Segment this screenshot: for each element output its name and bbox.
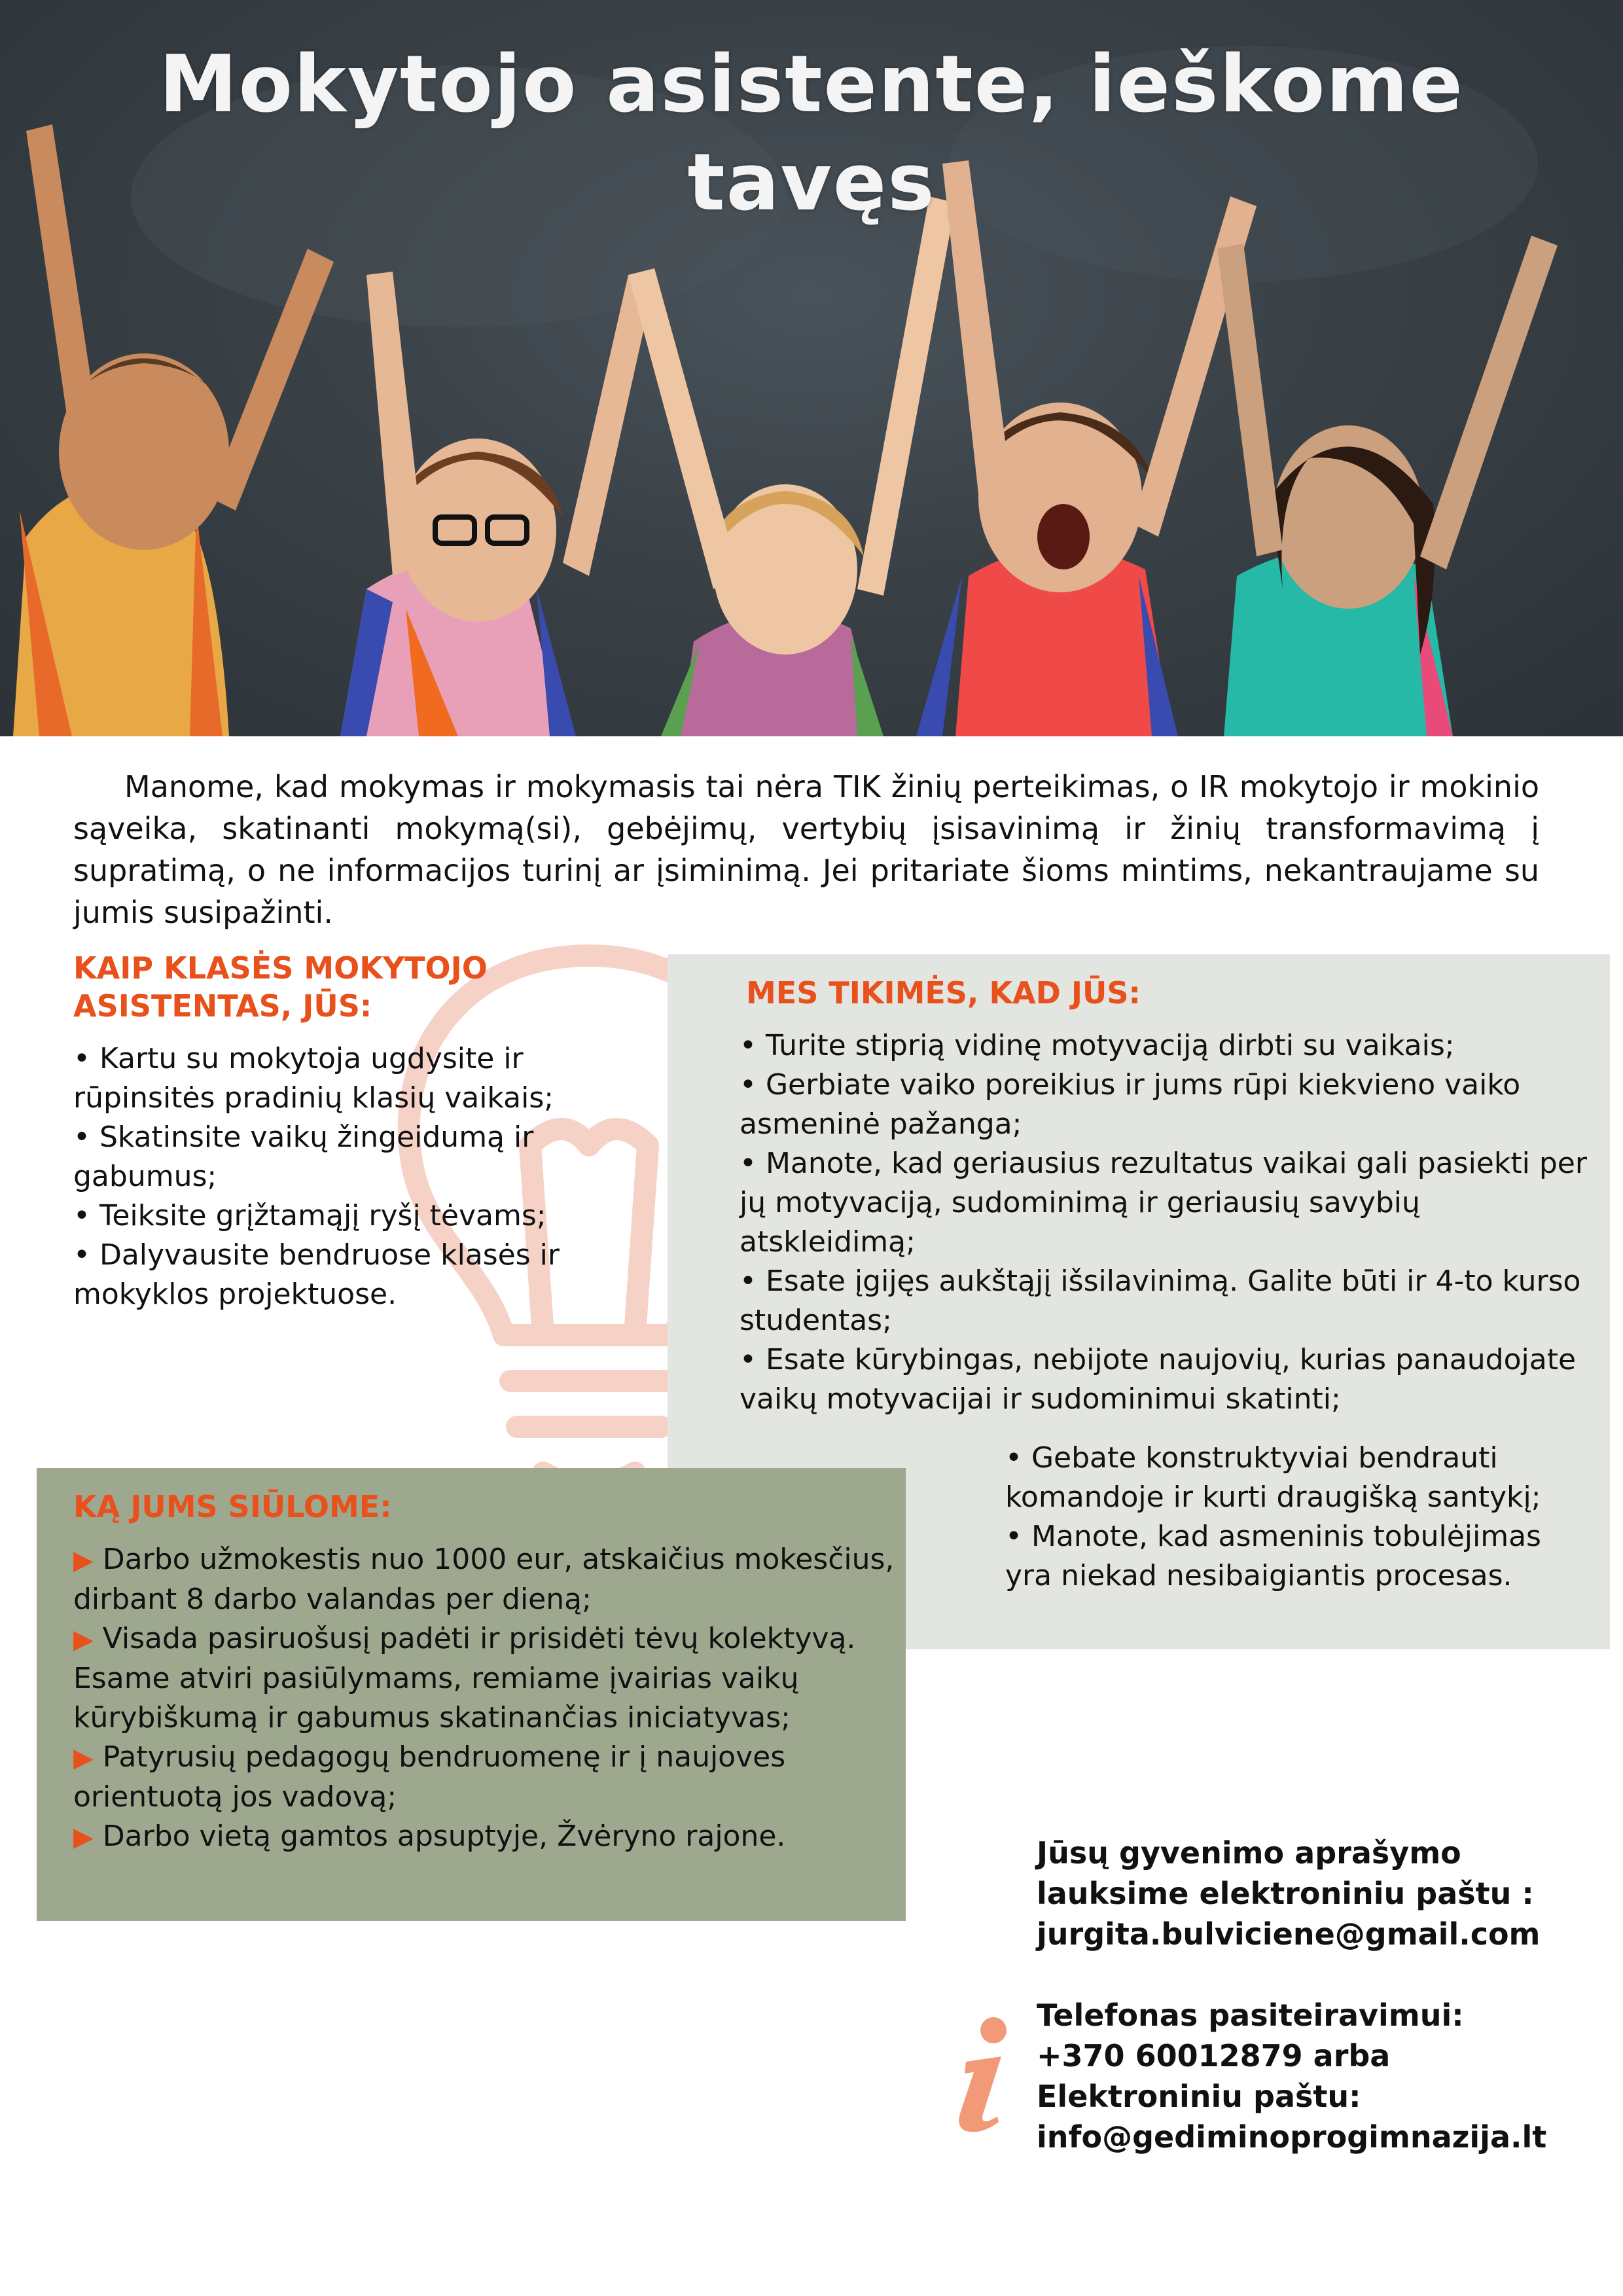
triangle-bullet-icon: ▶	[73, 1743, 94, 1773]
contact-info	[1037, 1833, 1599, 2157]
list-item: • Esate kūrybingas, nebijote naujovių, kurias panaudojate vaikų motyvacijai ir sudominimui skatinti;	[740, 1343, 1577, 1416]
list-item: • Kartu su mokytoja ugdysite ir rūpinsitės pradinių klasių vaikais;	[73, 1042, 554, 1115]
offer-panel	[37, 1468, 906, 1921]
contact-email-link[interactable]: jurgita.bulviciene@gmail.com	[1037, 1916, 1541, 1952]
contact-phone-label: Telefonas pasiteiravimui:	[1037, 1998, 1464, 2033]
contact-cv-label-2: lauksime elektroniniu paštu :	[1037, 1876, 1534, 1911]
offer-heading: KĄ JUMS SIŪLOME:	[73, 1489, 392, 1524]
list-item: • Manote, kad geriausius rezultatus vaikai gali pasiekti per jų motyvaciją, sudominimą ir geriausių savybių atskleidimą;	[740, 1147, 1587, 1259]
list-item: • Gerbiate vaiko poreikius ir jums rūpi kiekvieno vaiko asmeninė pažanga;	[740, 1068, 1521, 1141]
list-item: • Esate įgijęs aukštąjį išsilavinimą. Galite būti ir 4-to kurso studentas;	[740, 1265, 1581, 1337]
info-icon	[942, 2016, 1021, 2134]
hero-photo	[0, 0, 1623, 736]
list-item: • Skatinsite vaikų žingeidumą ir gabumus;	[73, 1121, 534, 1193]
list-item: ▶ Visada pasiruošusį padėti ir prisidėti tėvų kolektyvą. Esame atviri pasiūlymams, remiame įvairias vaikų kūrybiškumą ir gabumus skatinančias iniciatyvas;	[73, 1622, 856, 1734]
list-item: ▶ Patyrusių pedagogų bendruomenę ir į naujoves orientuotą jos vadovą;	[73, 1740, 786, 1814]
contact-cv-label: Jūsų gyvenimo aprašymo	[1037, 1835, 1461, 1871]
list-item: • Manote, kad asmeninis tobulėjimas yra niekad nesibaigiantis procesas.	[1005, 1520, 1541, 1592]
hero-title-line2: tavęs	[687, 137, 936, 228]
assistant-duties-section	[73, 949, 610, 1314]
list-item: • Teiksite grįžtamąjį ryšį tėvams;	[73, 1199, 546, 1232]
list-item: ▶ Darbo užmokestis nuo 1000 eur, atskaičius mokesčius, dirbant 8 darbo valandas per dieną;	[73, 1543, 895, 1616]
offer-list	[73, 1540, 898, 1857]
contact-info-email-link[interactable]: info@gediminoprogimnazija.lt	[1037, 2119, 1547, 2155]
duties-list	[73, 1039, 610, 1314]
triangle-bullet-icon: ▶	[73, 1545, 94, 1575]
intro-paragraph: Manome, kad mokymas ir mokymasis tai nėra TIK žinių perteikimas, o IR mokytojo ir mokinio sąveika, skatinanti mokymą(si), gebėjimų, vertybių įsisavinimą ir žinių transformavimą į supratimą, o ne informacijos turinį ar įsiminimą. Jei pritariate šioms mintims, nekantraujame su jumis susipažinti.	[73, 769, 1539, 930]
list-item: • Gebate konstruktyviai bendrauti komandoje ir kurti draugišką santykį;	[1005, 1441, 1541, 1514]
list-item: • Dalyvausite bendruose klasės ir mokyklos projektuose.	[73, 1238, 560, 1311]
contact-phone-number[interactable]: +370 60012879 arba	[1037, 2038, 1391, 2073]
list-item: ▶ Darbo vietą gamtos apsuptyje, Žvėryno rajone.	[73, 1820, 786, 1853]
hero-title-line1: Mokytojo asistente, ieškome	[159, 39, 1464, 130]
contact-email-label: Elektroniniu paštu:	[1037, 2079, 1361, 2114]
expectations-heading: MES TIKIMĖS, KAD JŪS:	[746, 975, 1141, 1011]
triangle-bullet-icon: ▶	[73, 1624, 94, 1655]
list-item: • Turite stiprią vidinę motyvaciją dirbti su vaikais;	[740, 1029, 1455, 1062]
expectations-list-continued	[1005, 1439, 1581, 1596]
expectations-list	[740, 1026, 1590, 1419]
duties-heading: KAIP KLASĖS MOKYTOJO ASISTENTAS, JŪS:	[73, 950, 488, 1024]
hero-title	[0, 36, 1623, 232]
triangle-bullet-icon: ▶	[73, 1822, 94, 1852]
